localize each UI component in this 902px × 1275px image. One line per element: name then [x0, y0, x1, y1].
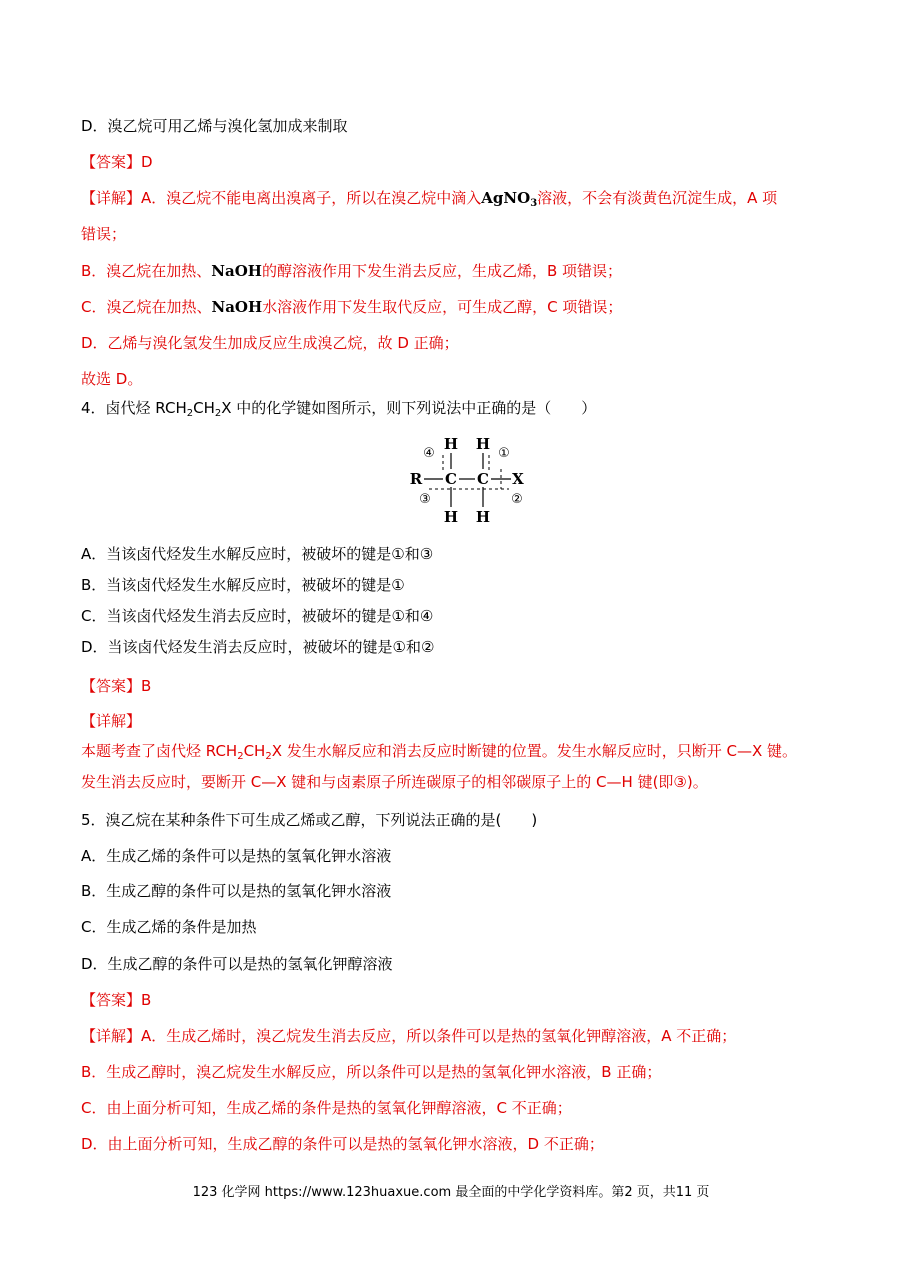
q4-detail-label: 【详解】 [81, 712, 142, 730]
q4-detail-2: 发生消去反应时，要断开 C—X 键和与卤素原子所连碳原子的相邻碳原子上的 C—H 键(即③)。 [81, 773, 708, 791]
q3-option-d: D．溴乙烷可用乙烯与溴化氢加成来制取 [81, 117, 348, 135]
q3-detail-a: 【详解】A．溴乙烷不能电离出溴离子，所以在溴乙烷中滴入AgNO$_3$溶液，不会有淡黄色沉淀生成，A 项 [81, 189, 778, 209]
q4-answer [81, 676, 151, 696]
q3-answer [81, 152, 153, 172]
atom-x: X [512, 470, 524, 488]
bond-label-2: ② [511, 492, 523, 507]
q5-detail-d: D．由上面分析可知，生成乙醇的条件可以是热的氢氧化钾水溶液，D 不正确； [81, 1135, 604, 1153]
q3-detail-a-cont: 错误； [81, 225, 127, 243]
q3-detail-b: B．溴乙烷在加热、NaOH的醇溶液作用下发生消去反应，生成乙烯，B 项错误； [81, 262, 623, 280]
q4-option-c: C．当该卤代烃发生消去反应时，被破坏的键是①和④ [81, 607, 434, 625]
atom-h-bottom-right: H [475, 508, 491, 526]
q5-detail-b: B．生成乙醇时，溴乙烷发生水解反应，所以条件可以是热的氢氧化钾水溶液，B 正确； [81, 1063, 662, 1081]
q5-option-c: C．生成乙烯的条件是加热 [81, 918, 257, 936]
q4-detail-1: 本题考查了卤代烃 $RCH_2CH_2X$ 发生水解反应和消去反应时断键的位置。发生水解反应时，只断开 C—X 键。 [81, 742, 798, 762]
q3-conclusion: 故选 D。 [81, 370, 143, 388]
answer-label: 【答案】 [81, 991, 142, 1009]
page-footer: 123 化学网 https://www.123huaxue.com 最全面的中学化学资料库。第2 页，共11 页 [192, 1185, 710, 1200]
atom-h-top-right: H [475, 435, 491, 453]
atom-h-bottom-left: H [443, 508, 459, 526]
haloalkane-bond-diagram [405, 431, 535, 527]
q5-stem: 5．溴乙烷在某种条件下可生成乙烯或乙醇，下列说法正确的是( ) [81, 811, 538, 829]
atom-c1: C [445, 470, 457, 488]
q5-answer [81, 990, 151, 1010]
answer-value: B [141, 677, 152, 695]
q3-detail-c: C．溴乙烷在加热、NaOH水溶液作用下发生取代反应，可生成乙醇，C 项错误； [81, 298, 623, 316]
bond-label-3: ③ [419, 492, 431, 507]
q4-option-d: D．当该卤代烃发生消去反应时，被破坏的键是①和② [81, 638, 435, 656]
q4-stem: 4．卤代烃 $RCH_2CH_2X$ 中的化学键如图所示，则下列说法中正确的是（ ） [81, 399, 597, 419]
bond-label-4: ④ [423, 446, 435, 461]
atom-h-top-left: H [443, 435, 459, 453]
detail-label: 【详解】 [81, 189, 142, 207]
answer-value: B [141, 991, 152, 1009]
q5-detail-a: 【详解】A．生成乙烯时，溴乙烷发生消去反应，所以条件可以是热的氢氧化钾醇溶液，A 不正确； [81, 1027, 737, 1045]
atom-c2: C [477, 470, 489, 488]
q4-option-b: B．当该卤代烃发生水解反应时，被破坏的键是① [81, 576, 405, 594]
bond-label-1: ① [498, 446, 510, 461]
answer-label: 【答案】 [81, 153, 142, 171]
answer-value: D [141, 153, 153, 171]
q5-option-d: D．生成乙醇的条件可以是热的氢氧化钾醇溶液 [81, 955, 393, 973]
q5-detail-c: C．由上面分析可知，生成乙烯的条件是热的氢氧化钾醇溶液，C 不正确； [81, 1099, 572, 1117]
atom-r: R [409, 470, 423, 488]
q5-option-b: B．生成乙醇的条件可以是热的氢氧化钾水溶液 [81, 882, 392, 900]
detail-label: 【详解】 [81, 1027, 142, 1045]
q3-detail-d: D．乙烯与溴化氢发生加成反应生成溴乙烷，故 D 正确； [81, 334, 459, 352]
q5-option-a: A．生成乙烯的条件可以是热的氢氧化钾水溶液 [81, 847, 392, 865]
answer-label: 【答案】 [81, 677, 142, 695]
q4-option-a: A．当该卤代烃发生水解反应时，被破坏的键是①和③ [81, 545, 434, 563]
